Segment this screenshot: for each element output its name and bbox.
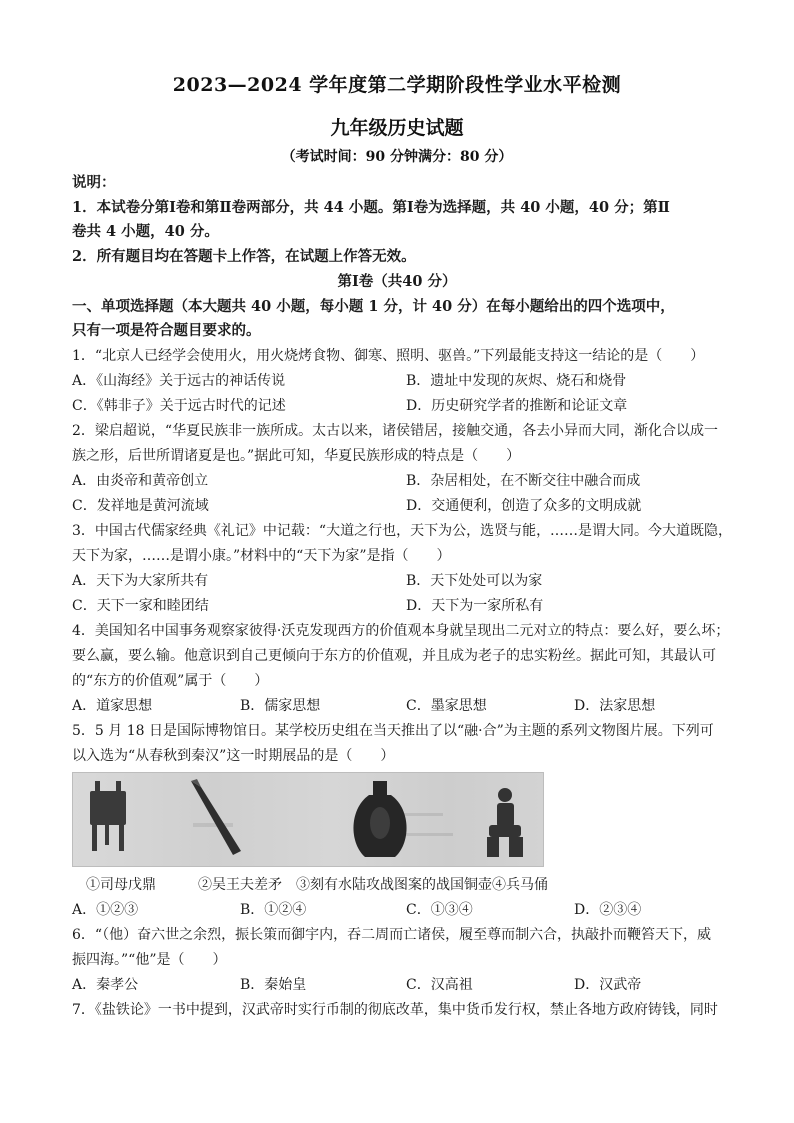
question-4-stem-3: 的“东方的价值观”属于（ ） <box>72 673 269 689</box>
question-4-option-c: C．墨家思想 <box>406 698 487 714</box>
question-4-option-a: A．道家思想 <box>72 698 153 714</box>
question-5-option-d: D．②③④ <box>574 902 642 918</box>
spear-image <box>191 779 241 855</box>
question-5-option-a: A．①②③ <box>72 902 139 918</box>
question-1-option-b: B．遗址中发现的灰烬、烧石和烧骨 <box>406 373 627 389</box>
question-3-option-a: A．天下为大家所共有 <box>72 573 209 589</box>
instruction-2: 2．所有题目均在答题卡上作答，在试题上作答无效。 <box>72 248 416 265</box>
exam-subtitle: 九年级历史试题 <box>330 117 464 139</box>
question-2-stem-1: 2．梁启超说，“华夏民族非一族所成。太古以来，诸侯错居，接触交通，各去小异而大同，渐化合以成一 <box>72 423 719 439</box>
question-5-stem-1: 5．5 月 18 日是国际博物馆日。某学校历史组在当天推出了以“融·合”为主题的系列文物图片展。下列可 <box>72 723 714 739</box>
question-6-stem-2: 振四海。”“他”是（ ） <box>72 952 227 968</box>
question-5-caption: ①司母戊鼎 ②吴王夫差矛 ③刻有水陆攻战图案的战国铜壶④兵马俑 <box>86 877 548 893</box>
question-5-option-b: B．①②④ <box>240 902 307 918</box>
question-3-stem-1: 3．中国古代儒家经典《礼记》中记载：“大道之行也，天下为公，选贤与能，……是谓大同。今大道既隐， <box>72 523 732 539</box>
section-heading-1: 一、单项选择题（本大题共 40 小题，每小题 1 分，计 40 分）在每小题给出的四个选项中， <box>72 298 675 315</box>
exam-title: 2023—2024 学年度第二学期阶段性学业水平检测 <box>172 74 622 96</box>
question-3-option-b: B．天下处处可以为家 <box>406 573 543 589</box>
question-6-option-d: D．汉武帝 <box>574 977 642 993</box>
question-1-stem: 1．“北京人已经学会使用火，用火烧烤食物、御寒、照明、驱兽。”下列最能支持这一结论的是（ ） <box>72 348 705 364</box>
question-1-option-d: D．历史研究学者的推断和论证文章 <box>406 398 628 414</box>
section-heading-2: 只有一项是符合题目要求的。 <box>72 322 261 339</box>
instruction-1: 1．本试卷分第Ⅰ卷和第Ⅱ卷两部分，共 44 小题。第Ⅰ卷为选择题，共 40 小题，40 分；第Ⅱ <box>72 199 670 216</box>
question-3-stem-2: 天下为家，……是谓小康。”材料中的“天下为家”是指（ ） <box>72 548 451 564</box>
instruction-1-cont: 卷共 4 小题，40 分。 <box>72 223 219 240</box>
question-1-option-a: A．《山海经》关于远古的神话传说 <box>72 373 286 389</box>
question-6-option-c: C．汉高祖 <box>406 977 473 993</box>
question-4-option-b: B．儒家思想 <box>240 698 321 714</box>
question-5-stem-2: 以入选为“从春秋到秦汉”这一时期展品的是（ ） <box>72 748 395 764</box>
question-2-option-c: C．发祥地是黄河流域 <box>72 498 209 514</box>
bronze-pot-image <box>353 781 406 857</box>
terracotta-warrior-image <box>487 788 523 857</box>
question-3-option-c: C．天下一家和睦团结 <box>72 598 209 614</box>
question-4-option-d: D．法家思想 <box>574 698 656 714</box>
instructions-label: 说明： <box>72 174 116 191</box>
question-1-option-c: C．《韩非子》关于远古时代的记述 <box>72 398 286 414</box>
question-4-stem-2: 要么赢，要么输。他意识到自己更倾向于东方的价值观，并且成为老子的忠实粉丝。据此可知，其最认可 <box>72 648 716 664</box>
ding-cauldron-image <box>90 781 126 851</box>
question-5-option-c: C．①③④ <box>406 902 473 918</box>
question-2-stem-2: 族之形，后世所谓诸夏是也。”据此可知，华夏民族形成的特点是（ ） <box>72 448 521 464</box>
question-3-option-d: D．天下为一家所私有 <box>406 598 544 614</box>
question-7-stem-1: 7．《盐铁论》一书中提到，汉武帝时实行币制的彻底改革，集中货币发行权，禁止各地方政府铸钱，同时 <box>72 1002 718 1018</box>
exam-info: （考试时间：90 分钟满分：80 分） <box>281 149 513 165</box>
question-6-option-b: B．秦始皇 <box>240 977 307 993</box>
question-6-stem-1: 6．“（他）奋六世之余烈，振长策而御宇内，吞二周而亡诸侯，履至尊而制六合，执敲扑而鞭笞天下，威 <box>72 927 712 943</box>
section-title: 第Ⅰ卷（共40 分） <box>337 273 457 290</box>
artifact-photo-strip <box>72 772 544 867</box>
question-6-option-a: A．秦孝公 <box>72 977 139 993</box>
question-2-option-d: D．交通便利，创造了众多的文明成就 <box>406 498 642 514</box>
question-4-stem-1: 4．美国知名中国事务观察家彼得·沃克发现西方的价值观本身就呈现出二元对立的特点：要么好，要么坏； <box>72 623 730 639</box>
question-2-option-a: A．由炎帝和黄帝创立 <box>72 473 209 489</box>
question-2-option-b: B．杂居相处，在不断交往中融合而成 <box>406 473 641 489</box>
